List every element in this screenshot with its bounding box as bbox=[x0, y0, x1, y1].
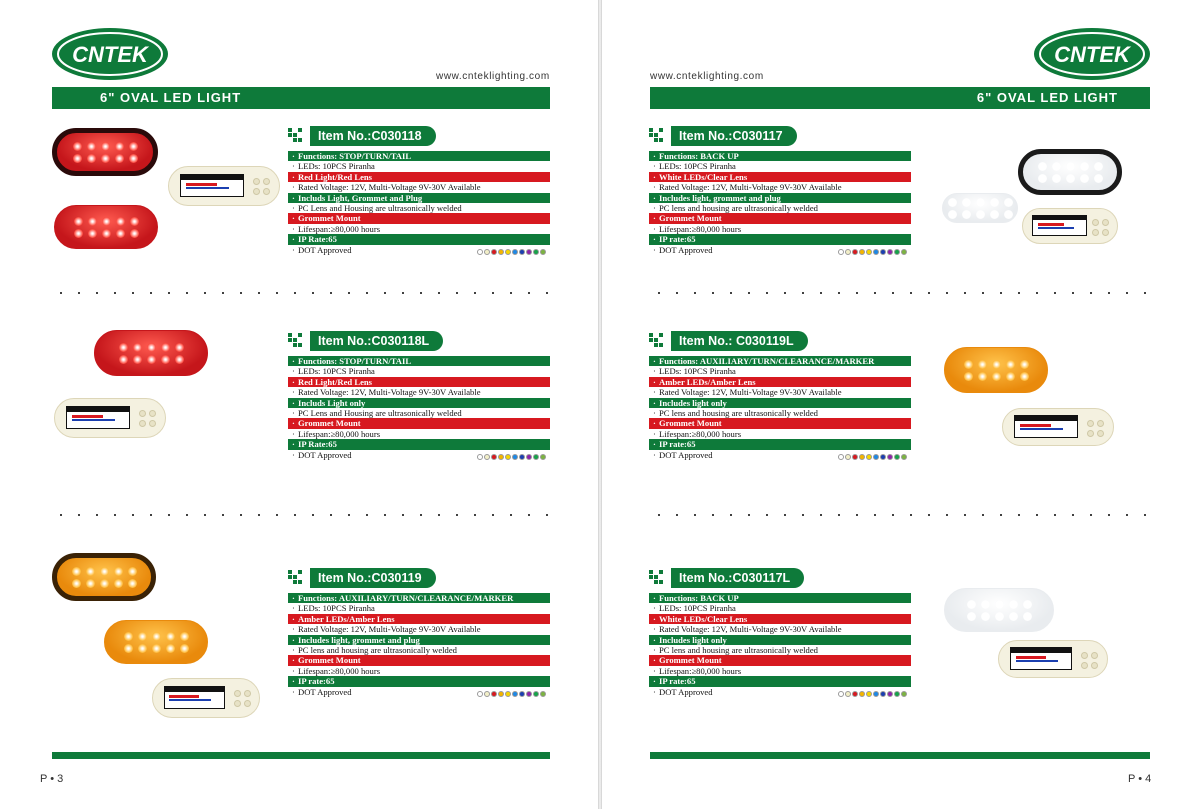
color-swatch bbox=[533, 454, 539, 460]
page-title: 6" OVAL LED LIGHT bbox=[650, 87, 1150, 109]
spec-row bbox=[288, 635, 550, 645]
spec-row bbox=[288, 614, 550, 624]
lamp-back-label-image bbox=[168, 166, 280, 206]
color-swatch bbox=[866, 454, 872, 460]
bullet-icon: · bbox=[653, 676, 656, 687]
bullet-icon: · bbox=[653, 665, 656, 676]
spec-text: LEDs: 10PCS Piranha bbox=[298, 161, 375, 172]
spec-row bbox=[649, 172, 911, 182]
color-swatch bbox=[880, 454, 886, 460]
color-swatch bbox=[512, 454, 518, 460]
bullet-icon: · bbox=[653, 613, 656, 624]
bullet-icon: · bbox=[653, 593, 656, 603]
spec-text: LEDs: 10PCS Piranha bbox=[298, 366, 375, 377]
color-swatches bbox=[838, 454, 907, 460]
spec-text: Grommet Mount bbox=[659, 655, 722, 666]
bullet-icon: · bbox=[292, 418, 295, 429]
spec-text: Rated Voltage: 12V, Multi-Voltage 9V-30V Available bbox=[298, 624, 481, 635]
oval-led-lamp-image bbox=[104, 620, 208, 664]
bullet-icon: · bbox=[292, 593, 295, 603]
spec-row bbox=[649, 193, 911, 203]
book-spine bbox=[598, 0, 602, 809]
color-swatch bbox=[866, 249, 872, 255]
color-swatch bbox=[484, 691, 490, 697]
spec-text: Grommet Mount bbox=[298, 213, 361, 224]
bullet-icon: · bbox=[653, 376, 656, 387]
spec-row bbox=[288, 356, 550, 366]
product-spec-block bbox=[649, 568, 911, 697]
spec-text: Lifespan:≥80,000 hours bbox=[298, 665, 381, 676]
spec-row bbox=[288, 151, 550, 161]
spec-row bbox=[649, 151, 911, 161]
color-swatches bbox=[477, 454, 546, 460]
lamp-back-label-image bbox=[1002, 408, 1114, 446]
color-swatch bbox=[852, 454, 858, 460]
bullet-icon: · bbox=[292, 634, 295, 645]
spec-text: Lifespan:≥80,000 hours bbox=[659, 428, 742, 439]
spec-text: PC lens and housing are ultrasonically welded bbox=[298, 644, 457, 655]
bullet-icon: · bbox=[292, 387, 295, 398]
color-swatch bbox=[533, 691, 539, 697]
spec-text: Lifespan:≥80,000 hours bbox=[659, 223, 742, 234]
spec-row bbox=[649, 224, 911, 234]
spec-row bbox=[288, 203, 550, 213]
bullet-icon: · bbox=[653, 213, 656, 224]
item-header bbox=[288, 568, 550, 588]
color-swatch bbox=[533, 249, 539, 255]
grid-dots-icon bbox=[649, 570, 667, 586]
color-swatch bbox=[505, 691, 511, 697]
spec-text: Functions: BACK UP bbox=[659, 593, 739, 603]
spec-text: Includes light, grommet and plug bbox=[298, 634, 420, 645]
spec-text: Includs Light, Grommet and Plug bbox=[298, 192, 423, 203]
product-spec-block bbox=[288, 568, 550, 697]
color-swatch bbox=[526, 249, 532, 255]
color-swatch bbox=[477, 691, 483, 697]
color-swatch bbox=[505, 249, 511, 255]
spec-text: LEDs: 10PCS Piranha bbox=[659, 366, 736, 377]
bullet-icon: · bbox=[653, 439, 656, 450]
color-swatch bbox=[477, 249, 483, 255]
website-url: www.cnteklighting.com bbox=[436, 71, 550, 82]
color-swatch bbox=[901, 454, 907, 460]
spec-text: Lifespan:≥80,000 hours bbox=[659, 665, 742, 676]
spec-text: PC Lens and Housing are ultrasonically welded bbox=[298, 202, 462, 213]
spec-row bbox=[649, 635, 911, 645]
spec-text: Rated Voltage: 12V, Multi-Voltage 9V-30V Available bbox=[659, 624, 842, 635]
spec-row bbox=[649, 655, 911, 665]
spec-text: IP rate:65 bbox=[659, 439, 696, 450]
spec-row bbox=[649, 356, 911, 366]
spec-text: DOT Approved bbox=[659, 686, 713, 697]
spec-text: White LEDs/Clear Lens bbox=[659, 171, 748, 182]
spec-text: Rated Voltage: 12V, Multi-Voltage 9V-30V Available bbox=[659, 387, 842, 398]
bullet-icon: · bbox=[292, 366, 295, 377]
bullet-icon: · bbox=[292, 244, 295, 255]
bullet-icon: · bbox=[653, 655, 656, 666]
spec-row bbox=[288, 234, 550, 244]
color-swatches bbox=[838, 249, 907, 255]
spec-row bbox=[288, 224, 550, 234]
spec-row bbox=[649, 408, 911, 418]
spec-row bbox=[649, 624, 911, 634]
color-swatch bbox=[491, 249, 497, 255]
oval-led-lamp-image bbox=[94, 330, 208, 376]
item-number: Item No.:C030118 bbox=[310, 126, 436, 146]
logo-text: CNTEK bbox=[72, 42, 148, 67]
color-swatch bbox=[866, 691, 872, 697]
grid-dots-icon bbox=[288, 333, 306, 349]
lamp-back-label-image bbox=[1022, 208, 1118, 244]
spec-text: IP rate:65 bbox=[298, 676, 335, 687]
bullet-icon: · bbox=[292, 192, 295, 203]
spec-text: Grommet Mount bbox=[298, 418, 361, 429]
spec-row bbox=[288, 418, 550, 428]
oval-led-lamp-image bbox=[52, 553, 156, 601]
spec-row bbox=[288, 387, 550, 397]
spec-text: Amber LEDs/Amber Lens bbox=[298, 613, 395, 624]
item-number: Item No.:C030119 bbox=[310, 568, 436, 588]
color-swatch bbox=[880, 691, 886, 697]
color-swatch bbox=[540, 691, 546, 697]
item-number: Item No.:C030118L bbox=[310, 331, 443, 351]
color-swatch bbox=[845, 249, 851, 255]
color-swatch bbox=[845, 454, 851, 460]
color-swatch bbox=[901, 249, 907, 255]
spec-text: Rated Voltage: 12V, Multi-Voltage 9V-30V Available bbox=[298, 182, 481, 193]
spec-text: Rated Voltage: 12V, Multi-Voltage 9V-30V Available bbox=[298, 387, 481, 398]
spec-text: Amber LEDs/Amber Lens bbox=[659, 376, 756, 387]
bullet-icon: · bbox=[292, 151, 295, 161]
color-swatch bbox=[845, 691, 851, 697]
spec-row bbox=[649, 645, 911, 655]
color-swatch bbox=[491, 454, 497, 460]
spec-row bbox=[649, 676, 911, 686]
bullet-icon: · bbox=[292, 182, 295, 193]
bullet-icon: · bbox=[653, 397, 656, 408]
grid-dots-icon bbox=[649, 333, 667, 349]
item-number: Item No.:C030117L bbox=[671, 568, 804, 588]
oval-led-lamp-image bbox=[1018, 149, 1122, 195]
item-header bbox=[288, 331, 550, 351]
color-swatch bbox=[859, 249, 865, 255]
color-swatches bbox=[477, 249, 546, 255]
spec-text: Grommet Mount bbox=[298, 655, 361, 666]
bullet-icon: · bbox=[653, 356, 656, 366]
spec-text: IP rate:65 bbox=[659, 676, 696, 687]
logo-text: CNTEK bbox=[1054, 42, 1130, 67]
color-swatch bbox=[887, 454, 893, 460]
spec-text: PC lens and housing are ultrasonically welded bbox=[659, 644, 818, 655]
spec-text: LEDs: 10PCS Piranha bbox=[298, 603, 375, 614]
footer-bar bbox=[52, 752, 550, 759]
item-number: Item No.:C030117 bbox=[671, 126, 797, 146]
spec-text: DOT Approved bbox=[659, 449, 713, 460]
color-swatch bbox=[894, 249, 900, 255]
color-swatch bbox=[852, 691, 858, 697]
bullet-icon: · bbox=[653, 449, 656, 460]
product-spec-block bbox=[288, 331, 550, 460]
divider bbox=[52, 292, 552, 294]
bullet-icon: · bbox=[292, 613, 295, 624]
page-number: P • 3 bbox=[40, 773, 64, 785]
bullet-icon: · bbox=[653, 366, 656, 377]
bullet-icon: · bbox=[653, 428, 656, 439]
bullet-icon: · bbox=[653, 161, 656, 172]
bullet-icon: · bbox=[653, 182, 656, 193]
spec-row bbox=[288, 398, 550, 408]
color-swatch bbox=[526, 691, 532, 697]
color-swatch bbox=[838, 249, 844, 255]
spec-text: IP Rate:65 bbox=[298, 234, 337, 245]
spec-text: PC lens and housing are ultrasonically welded bbox=[659, 407, 818, 418]
bullet-icon: · bbox=[292, 202, 295, 213]
color-swatch bbox=[838, 454, 844, 460]
spec-row bbox=[288, 377, 550, 387]
spec-row bbox=[649, 161, 911, 171]
spec-text: DOT Approved bbox=[298, 686, 352, 697]
bullet-icon: · bbox=[653, 686, 656, 697]
spec-text: Includs Light only bbox=[298, 397, 366, 408]
spec-row bbox=[649, 387, 911, 397]
bullet-icon: · bbox=[292, 376, 295, 387]
bullet-icon: · bbox=[653, 644, 656, 655]
bullet-icon: · bbox=[292, 439, 295, 450]
spec-text: PC lens and housing are ultrasonically welded bbox=[659, 202, 818, 213]
item-header bbox=[649, 568, 911, 588]
bullet-icon: · bbox=[653, 202, 656, 213]
spec-row bbox=[288, 429, 550, 439]
bullet-icon: · bbox=[653, 223, 656, 234]
spec-row bbox=[288, 439, 550, 449]
spec-row bbox=[288, 408, 550, 418]
spec-row bbox=[649, 439, 911, 449]
spec-text: Red Light/Red Lens bbox=[298, 376, 373, 387]
color-swatch bbox=[901, 691, 907, 697]
spec-text: Functions: STOP/TURN/TAIL bbox=[298, 356, 412, 366]
spec-text: Includes light only bbox=[659, 397, 727, 408]
divider bbox=[650, 292, 1150, 294]
bullet-icon: · bbox=[292, 676, 295, 687]
bullet-icon: · bbox=[292, 356, 295, 366]
spec-row bbox=[649, 429, 911, 439]
spec-row bbox=[288, 655, 550, 665]
color-swatch bbox=[838, 691, 844, 697]
color-swatch bbox=[873, 454, 879, 460]
color-swatch bbox=[519, 691, 525, 697]
item-header bbox=[649, 331, 911, 351]
spec-row bbox=[649, 666, 911, 676]
spec-text: LEDs: 10PCS Piranha bbox=[659, 161, 736, 172]
product-spec-block bbox=[649, 331, 911, 460]
product-spec-block bbox=[288, 126, 550, 255]
color-swatch bbox=[505, 454, 511, 460]
spec-text: Red Light/Red Lens bbox=[298, 171, 373, 182]
spec-text: White LEDs/Clear Lens bbox=[659, 613, 748, 624]
spec-text: IP rate:65 bbox=[659, 234, 696, 245]
bullet-icon: · bbox=[292, 603, 295, 614]
oval-led-lamp-image bbox=[942, 193, 1018, 223]
spec-text: PC Lens and Housing are ultrasonically welded bbox=[298, 407, 462, 418]
bullet-icon: · bbox=[653, 192, 656, 203]
page-number: P • 4 bbox=[1128, 773, 1152, 785]
bullet-icon: · bbox=[292, 161, 295, 172]
bullet-icon: · bbox=[653, 407, 656, 418]
color-swatch bbox=[880, 249, 886, 255]
cntek-logo-icon bbox=[1032, 26, 1152, 82]
oval-led-lamp-image bbox=[54, 205, 158, 249]
spec-row bbox=[288, 603, 550, 613]
grid-dots-icon bbox=[288, 128, 306, 144]
color-swatch bbox=[887, 249, 893, 255]
spec-text: Functions: BACK UP bbox=[659, 151, 739, 161]
spec-text: Functions: AUXILIARY/TURN/CLEARANCE/MARKER bbox=[298, 593, 514, 603]
color-swatch bbox=[498, 691, 504, 697]
spec-row bbox=[288, 366, 550, 376]
color-swatch bbox=[498, 249, 504, 255]
bullet-icon: · bbox=[292, 213, 295, 224]
page-title: 6" OVAL LED LIGHT bbox=[52, 87, 550, 109]
bullet-icon: · bbox=[292, 686, 295, 697]
color-swatch bbox=[484, 454, 490, 460]
lamp-back-label-image bbox=[54, 398, 166, 438]
spec-row bbox=[288, 624, 550, 634]
spec-text: Lifespan:≥80,000 hours bbox=[298, 428, 381, 439]
bullet-icon: · bbox=[653, 634, 656, 645]
spec-row bbox=[649, 213, 911, 223]
spec-text: IP Rate:65 bbox=[298, 439, 337, 450]
spec-row bbox=[649, 203, 911, 213]
color-swatch bbox=[519, 249, 525, 255]
color-swatch bbox=[852, 249, 858, 255]
spec-text: Includes light, grommet and plug bbox=[659, 192, 781, 203]
bullet-icon: · bbox=[292, 428, 295, 439]
spec-text: Rated Voltage: 12V, Multi-Voltage 9V-30V Available bbox=[659, 182, 842, 193]
spec-text: Functions: AUXILIARY/TURN/CLEARANCE/MARKER bbox=[659, 356, 875, 366]
spec-text: Includes light only bbox=[659, 634, 727, 645]
color-swatch bbox=[873, 249, 879, 255]
color-swatch bbox=[540, 249, 546, 255]
item-header bbox=[649, 126, 911, 146]
item-header bbox=[288, 126, 550, 146]
spec-text: DOT Approved bbox=[659, 244, 713, 255]
bullet-icon: · bbox=[292, 223, 295, 234]
spec-row bbox=[288, 193, 550, 203]
oval-led-lamp-image bbox=[944, 347, 1048, 393]
spec-row bbox=[288, 593, 550, 603]
spec-row bbox=[649, 366, 911, 376]
bullet-icon: · bbox=[292, 449, 295, 460]
color-swatch bbox=[512, 249, 518, 255]
spec-row bbox=[288, 676, 550, 686]
spec-text: DOT Approved bbox=[298, 449, 352, 460]
bullet-icon: · bbox=[292, 655, 295, 666]
bullet-icon: · bbox=[292, 644, 295, 655]
color-swatch bbox=[519, 454, 525, 460]
spec-row bbox=[649, 614, 911, 624]
oval-led-lamp-image bbox=[52, 128, 158, 176]
spec-row bbox=[288, 172, 550, 182]
bullet-icon: · bbox=[292, 407, 295, 418]
website-url: www.cnteklighting.com bbox=[650, 71, 764, 82]
spec-text: Lifespan:≥80,000 hours bbox=[298, 223, 381, 234]
spec-text: Grommet Mount bbox=[659, 213, 722, 224]
color-swatches bbox=[838, 691, 907, 697]
bullet-icon: · bbox=[292, 624, 295, 635]
oval-led-lamp-image bbox=[944, 588, 1054, 632]
spec-text: DOT Approved bbox=[298, 244, 352, 255]
color-swatch bbox=[526, 454, 532, 460]
spec-row bbox=[649, 398, 911, 408]
spec-text: LEDs: 10PCS Piranha bbox=[659, 603, 736, 614]
color-swatch bbox=[491, 691, 497, 697]
bullet-icon: · bbox=[292, 234, 295, 245]
color-swatch bbox=[894, 454, 900, 460]
spec-row bbox=[288, 666, 550, 676]
bullet-icon: · bbox=[292, 397, 295, 408]
spec-row bbox=[288, 645, 550, 655]
bullet-icon: · bbox=[653, 151, 656, 161]
product-spec-block bbox=[649, 126, 911, 255]
color-swatch bbox=[477, 454, 483, 460]
spec-row bbox=[649, 603, 911, 613]
spec-row bbox=[649, 418, 911, 428]
color-swatch bbox=[512, 691, 518, 697]
color-swatch bbox=[873, 691, 879, 697]
bullet-icon: · bbox=[292, 665, 295, 676]
bullet-icon: · bbox=[653, 387, 656, 398]
divider bbox=[650, 514, 1150, 516]
bullet-icon: · bbox=[653, 234, 656, 245]
grid-dots-icon bbox=[288, 570, 306, 586]
color-swatch bbox=[894, 691, 900, 697]
grid-dots-icon bbox=[649, 128, 667, 144]
spec-row bbox=[649, 234, 911, 244]
item-number: Item No.: C030119L bbox=[671, 331, 808, 351]
bullet-icon: · bbox=[653, 603, 656, 614]
bullet-icon: · bbox=[292, 171, 295, 182]
color-swatch bbox=[887, 691, 893, 697]
color-swatch bbox=[859, 691, 865, 697]
spec-text: Grommet Mount bbox=[659, 418, 722, 429]
spec-row bbox=[288, 182, 550, 192]
spec-row bbox=[288, 161, 550, 171]
spec-row bbox=[649, 377, 911, 387]
color-swatches bbox=[477, 691, 546, 697]
bullet-icon: · bbox=[653, 418, 656, 429]
color-swatch bbox=[540, 454, 546, 460]
bullet-icon: · bbox=[653, 624, 656, 635]
bullet-icon: · bbox=[653, 244, 656, 255]
divider bbox=[52, 514, 552, 516]
color-swatch bbox=[484, 249, 490, 255]
lamp-back-label-image bbox=[998, 640, 1108, 678]
spec-row bbox=[288, 213, 550, 223]
color-swatch bbox=[859, 454, 865, 460]
spec-row bbox=[649, 182, 911, 192]
spec-text: Functions: STOP/TURN/TAIL bbox=[298, 151, 412, 161]
bullet-icon: · bbox=[653, 171, 656, 182]
lamp-back-label-image bbox=[152, 678, 260, 718]
cntek-logo-icon bbox=[50, 26, 170, 82]
spec-row bbox=[649, 593, 911, 603]
footer-bar bbox=[650, 752, 1150, 759]
color-swatch bbox=[498, 454, 504, 460]
